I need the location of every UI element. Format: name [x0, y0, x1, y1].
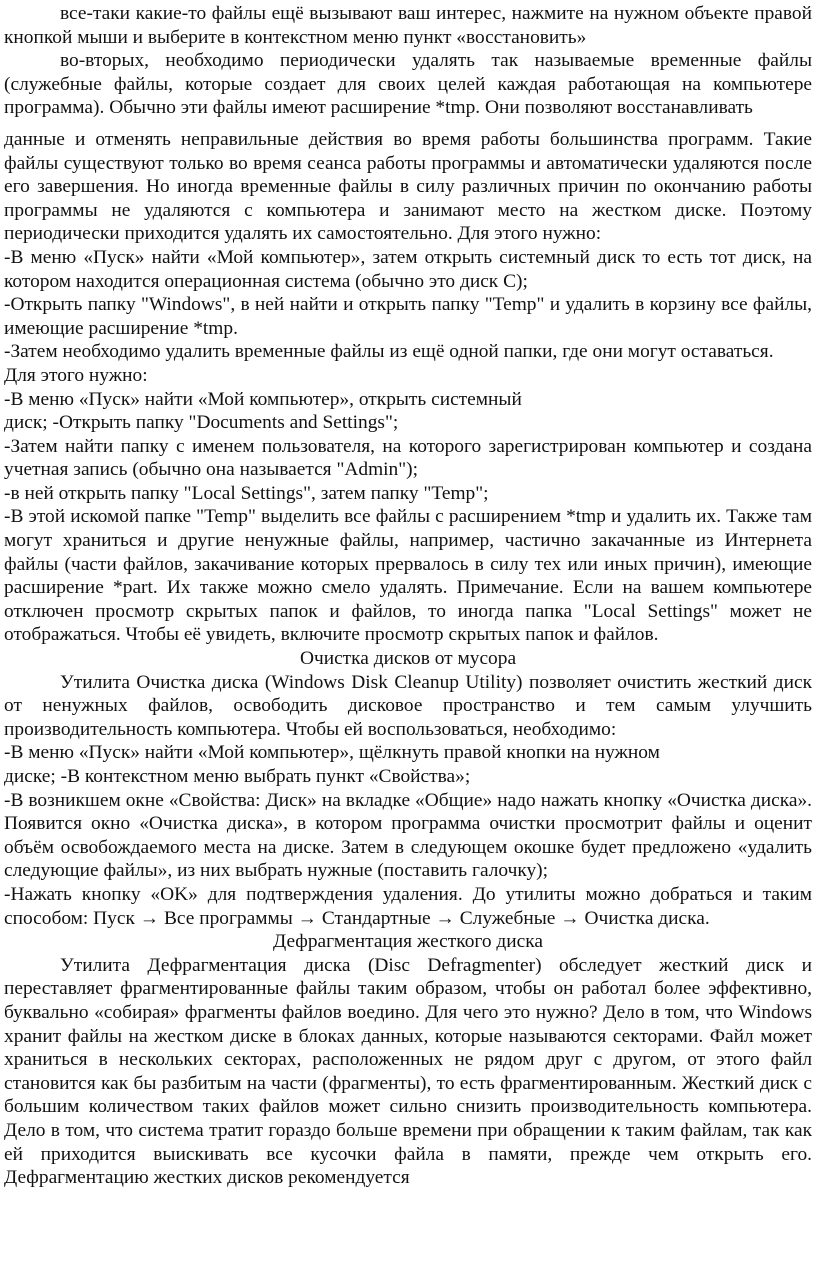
list-item-user-folder: -Затем найти папку с именем пользователя, на которого зарегистрирован компьютер и создана учетная запись (обычно она называется "Admin");: [4, 435, 812, 481]
list-item-open-system-disk: -В меню «Пуск» найти «Мой компьютер», затем открыть системный диск то есть тот диск, на котором находится операционная система (обычно это диск С);: [4, 246, 812, 292]
list-item-properties: диске; -В контекстном меню выбрать пункт «Свойства»;: [4, 766, 471, 787]
paragraph-defrag: Утилита Дефрагментация диска (Disc Defragmenter) обследует жесткий диск и переставляет фрагментированные файлы таким образом, чтобы он работал более эффективно, буквально «собирая» фрагменты файлов воедино. Для чего это нужно? Дело в том, что Windows хранит файлы на жестком диске в блоках данных, которые называются секторами. Файл может храниться в нескольких секторах, расположенных не рядом друг с другом, от этого файл становится как бы разбитым на части (фрагменты), то есть фрагментированным. Жесткий диск с большим количеством таких файлов может сильно снизить производительность компьютера. Дело в том, что система тратит гораздо больше времени при обращении к таким файлам, так как ей приходится выискивать все кусочки файла в памяти, прежде чем открыть его. Дефрагментацию жестких дисков рекомендуется: [4, 954, 812, 1189]
paragraph-temp-files-intro: во-вторых, необходимо периодически удалять так называемые временные файлы (служебные файлы, которые создает для своих целей каждая работающая на компьютере программа). Обычно эти файлы имеют расширение *tmp. Они позволяют восстанавливать: [4, 50, 812, 119]
list-item-delete-tmp: -В этой искомой папке "Temp" выделить все файлы с расширением *tmp и удалить их. Также там могут храниться и другие ненужные файлы, например, частично закачанные из Интернета файлы (части файлов, закачивание которых прервалось в силу тех или иных причин), имеющие расширение *part. Их также можно смело удалять. Примечание. Если на вашем компьютере отключен просмотр скрытых папок и файлов, то иногда папка "Local Settings" может не отображаться. Чтобы её увидеть, включите просмотр скрытых папок и файлов.: [4, 506, 812, 646]
list-item-windows-temp: -Открыть папку "Windows", в ней найти и открыть папку "Temp" и удалить в корзину все файлы, имеющие расширение *tmp.: [4, 294, 812, 339]
list-item-my-computer: -В меню «Пуск» найти «Мой компьютер», открыть системный: [4, 388, 522, 410]
paragraph-disk-cleanup-intro: Утилита Очистка диска (Windows Disk Cleanup Utility) позволяет очистить жесткий диск от ненужных файлов, освободить дисковое пространство и тем самым улучшить производительность компьютера. Чтобы ей воспользоваться, необходимо:: [4, 671, 812, 740]
list-item-documents-settings: диск; -Открыть папку "Documents and Settings";: [4, 412, 399, 434]
section-heading-defrag: Дефрагментация жесткого диска: [272, 931, 543, 953]
list-item-another-folder: -Затем необходимо удалить временные файлы из ещё одной папки, где они могут оставаться.: [4, 341, 774, 363]
paragraph-restore-files: все-таки какие-то файлы ещё вызывают ваш интерес, нажмите на нужном объекте правой кнопкой мыши и выберите в контекстном меню пункт «восстановить»: [4, 3, 812, 48]
list-item-cleanup-button: -В возникшем окне «Свойства: Диск» на вкладке «Общие» надо нажать кнопку «Очистка диска». Появится окно «Очистка диска», в котором программа очистки просмотрит файлы и оценит объём освобождаемого места на диске. Затем в следующем окошке будет предложено «удалить следующие файлы», из них выбрать нужные (поставить галочку);: [4, 789, 812, 882]
list-item-right-click-disk: -В меню «Пуск» найти «Мой компьютер», щёлкнуть правой кнопки на нужном: [4, 742, 660, 764]
paragraph-for-this: Для этого нужно:: [4, 364, 148, 386]
paragraph-temp-files-detail: данные и отменять неправильные действия во время работы большинства программ. Такие файлы существуют только во время сеанса работы программы и автоматически удаляются после его завершения. Но иногда временные файлы в силу различных причин по окончанию работы программы не удаляются с компьютера и занимают место на жестком диске. Поэтому периодически приходится удалять их самостоятельно. Для этого нужно:: [4, 128, 812, 245]
list-item-confirm-ok: -Нажать кнопку «OK» для подтверждения удаления. До утилиты можно добраться и таким способом: Пуск → Все программы → Стандартные → Служебные → Очистка диска.: [4, 883, 812, 929]
section-heading-disk-cleanup: Очистка дисков от мусора: [299, 648, 517, 670]
list-item-local-settings: -в ней открыть папку "Local Settings", затем папку "Temp";: [4, 482, 489, 504]
